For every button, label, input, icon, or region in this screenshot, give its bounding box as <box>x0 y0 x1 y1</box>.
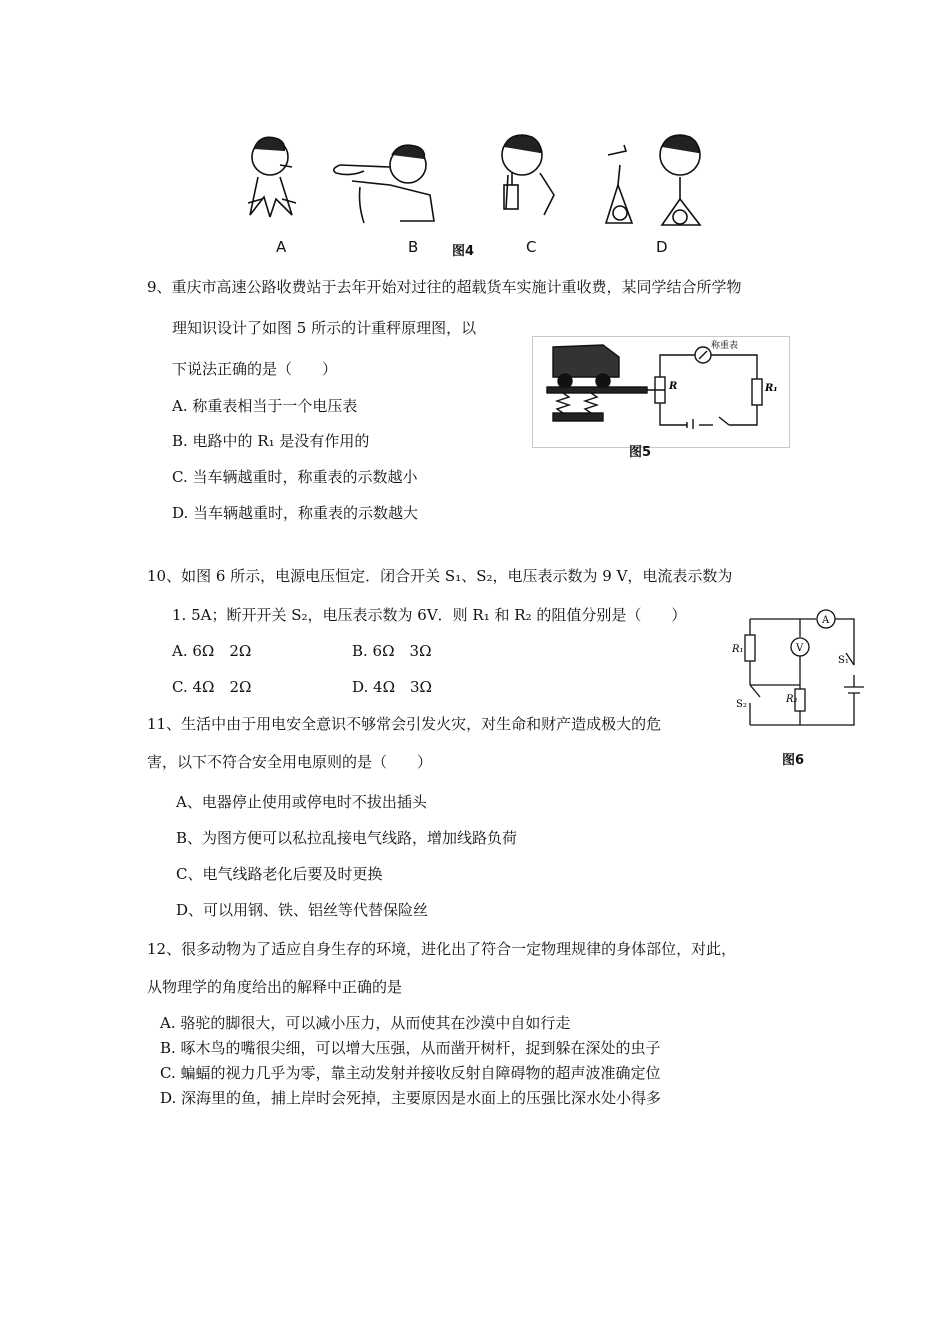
q12-option-a: A. 骆驼的脚很大，可以减小压力，从而使其在沙漠中自如行走 <box>160 1014 571 1032</box>
figure-4-label-d: D <box>656 238 668 256</box>
q11-option-d: D、可以用钢、铁、铝丝等代替保险丝 <box>176 901 429 919</box>
q9-stem-line-3: 下说法正确的是（ ） <box>172 360 338 378</box>
figure-4c-sketch <box>502 135 554 215</box>
figure-5-caption: 图5 <box>629 445 652 460</box>
figure-4b-sketch <box>334 145 434 223</box>
q9-option-b: B. 电路中的 R₁ 是没有作用的 <box>172 432 370 450</box>
q12-option-c: C. 蝙蝠的视力几乎为零，靠主动发射并接收反射自障碍物的超声波准确定位 <box>160 1064 661 1082</box>
q9-option-a: A. 称重表相当于一个电压表 <box>172 397 358 415</box>
q9-stem-line-1: 9、重庆市高速公路收费站于去年开始对过往的超载货车实施计重收费，某同学结合所学物 <box>147 278 742 296</box>
q9-option-d: D. 当车辆越重时，称重表的示数越大 <box>172 504 419 522</box>
q10-option-c: C. 4Ω 2Ω <box>172 678 252 696</box>
q11-stem-line-1: 11、生活中由于用电安全意识不够常会引发火灾，对生命和财产造成极大的危 <box>147 715 662 733</box>
figure-6-ammeter-label: A <box>822 615 830 626</box>
q10-stem-line-1: 10、如图 6 所示，电源电压恒定．闭合开关 S₁、S₂，电压表示数为 9 V，电流表示数为 <box>147 567 733 585</box>
q12-stem-line-1: 12、很多动物为了适应自身生存的环境，进化出了符合一定物理规律的身体部位，对此， <box>147 940 737 958</box>
q11-stem-line-2: 害，以下不符合安全用电原则的是（ ） <box>147 753 433 771</box>
figure-4d-sketch <box>606 135 700 225</box>
figure-4-label-b: B <box>408 238 419 256</box>
figure-6-s2-label: S₂ <box>736 699 747 710</box>
q10-option-b: B. 6Ω 3Ω <box>352 642 432 660</box>
figure-4-drawing <box>240 125 710 260</box>
q10-option-d: D. 4Ω 3Ω <box>352 678 432 696</box>
figure-6-r1-label: R₁ <box>732 644 744 655</box>
q10-stem-line-2: 1. 5A；断开开关 S₂，电压表示数为 6V．则 R₁ 和 R₂ 的阻值分别是（ ） <box>172 606 687 624</box>
figure-5-meter-label: 称重表 <box>711 341 739 351</box>
figure-5-r-label: R <box>669 381 678 392</box>
figure-4a-sketch <box>248 137 296 217</box>
q11-option-c: C、电气线路老化后要及时更换 <box>176 865 383 883</box>
q11-option-b: B、为图方便可以私拉乱接电气线路，增加线路负荷 <box>176 829 518 847</box>
figure-4-caption: 图4 <box>452 244 475 259</box>
figure-5 <box>532 336 790 460</box>
figure-4 <box>240 125 710 260</box>
figure-6-caption: 图6 <box>782 753 805 768</box>
figure-6-s1-label: S₁ <box>838 655 849 666</box>
figure-6-voltmeter-label: V <box>796 643 804 654</box>
q9-option-c: C. 当车辆越重时，称重表的示数越小 <box>172 468 418 486</box>
figure-6-circuit <box>730 605 870 740</box>
q11-option-a: A、电器停止使用或停电时不拔出插头 <box>176 793 427 811</box>
q12-option-d: D. 深海里的鱼，捕上岸时会死掉，主要原因是水面上的压强比深水处小得多 <box>160 1089 662 1107</box>
q12-stem-line-2: 从物理学的角度给出的解释中正确的是 <box>147 978 403 996</box>
figure-4-label-a: A <box>276 238 287 256</box>
figure-4-label-c: C <box>526 238 537 256</box>
figure-5-circuit <box>533 337 789 429</box>
figure-5-r1-label: R₁ <box>765 383 778 394</box>
q9-stem-line-2: 理知识设计了如图 5 所示的计重秤原理图，以 <box>172 319 477 337</box>
figure-6 <box>730 605 870 768</box>
q12-option-b: B. 啄木鸟的嘴很尖细，可以增大压强，从而凿开树杆，捉到躲在深处的虫子 <box>160 1039 661 1057</box>
q10-option-a: A. 6Ω 2Ω <box>172 642 252 660</box>
figure-6-r2-label: R₂ <box>786 694 798 705</box>
